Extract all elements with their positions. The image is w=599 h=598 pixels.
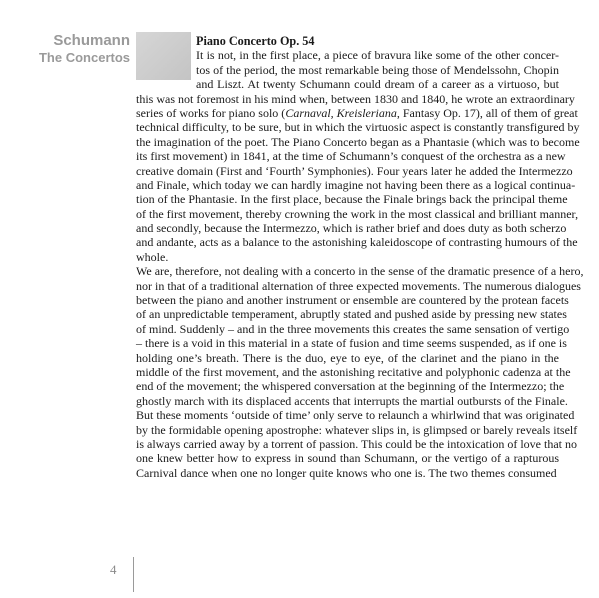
article-line: creative domain (First and ‘Fourth’ Symphonies). Four years later he added the Intermezzo xyxy=(136,163,573,178)
header-composer: Schumann xyxy=(53,32,130,49)
article-line: whole. xyxy=(136,249,169,264)
article-line: tion of the Phantasie. In the first place, because the Finale brings back the principal theme xyxy=(136,192,568,207)
article-line: the imagination of the poet. The Piano Concerto began as a Phantasie (which was to become xyxy=(136,134,580,149)
article-line: of mind. Suddenly – and in the three movements this creates the same sensation of vertigo xyxy=(136,321,570,336)
article-line: tos of the period, the most remarkable being those of Mendelssohn, Chopin xyxy=(196,62,559,77)
article-line: this was not foremost in his mind when, between 1830 and 1840, he wrote an extraordinary xyxy=(136,91,575,106)
article-line: end of the movement; the whispered conversation at the beginning of the Intermezzo; the xyxy=(136,379,565,394)
article-lines xyxy=(136,48,584,480)
article-line: – there is a void in this material in a state of fusion and time seems suspended, as if one is xyxy=(136,336,567,351)
article-line: series of works for piano solo (Carnaval, Kreisleriana, Fantasy Op. 17), all of them of great xyxy=(136,105,578,120)
article-line: Carnival dance when one no longer quite knows who one is. The two themes consumed xyxy=(136,465,557,480)
article-line: technical difficulty, to be sure, but in which the virtuosic aspect is constantly transfigured by xyxy=(136,120,580,135)
article-line: ghostly march with its displaced accents that interrupts the martial outbursts of the Finale. xyxy=(136,393,568,408)
article-line: between the piano and another instrument or ensemble are countered by the protean facets xyxy=(136,293,569,308)
article-line: is always carried away by a torrent of passion. This could be the intoxication of love that no xyxy=(136,436,577,451)
header-subtitle: The Concertos xyxy=(38,50,130,65)
article-line: But these moments ‘outside of time’ only serve to relaunch a whirlwind that was originated xyxy=(136,408,575,423)
article-line: and Finale, which today we can hardly imagine not having been there as a logical continua- xyxy=(136,177,576,192)
page-rule xyxy=(133,557,134,592)
article-line: nor in that of a traditional alternation of three expected movements. The numerous dialogues xyxy=(136,278,581,293)
article-line: We are, therefore, not dealing with a concerto in the sense of the dramatic presence of a hero, xyxy=(136,264,584,279)
article-line: one knew better how to express in sound than Schumann, or the vertigo of a rapturous xyxy=(136,451,559,466)
article-line: It is not, in the first place, a piece of bravura like some of the other concer- xyxy=(196,48,559,63)
article-line: holding one’s breath. There is the duo, eye to eye, of the clarinet and the piano in the xyxy=(136,350,559,365)
article-line: by the formidable opening apostrophe: whatever slips in, is glimpsed or barely reveals itself xyxy=(136,422,578,437)
page-number: 4 xyxy=(110,562,117,577)
article-line: its first movement) in 1841, at the time of Schumann’s conquest of the orchestra as a new xyxy=(136,149,566,164)
article-line: and secondly, because the Intermezzo, which is rather brief and does duty as both scherzo xyxy=(136,221,567,236)
article-title: Piano Concerto Op. 54 xyxy=(196,34,315,48)
article-line: of an unpredictable temperament, abruptly stated and pushed aside by pressing new states xyxy=(136,307,567,322)
article-line: middle of the first movement, and the astonishing recitative and polyphonic cadenza at the xyxy=(136,365,571,379)
article-line: and Liszt. At twenty Schumann could dream of a career as a virtuoso, but xyxy=(196,77,559,92)
article-line: and andante, acts as a balance to the astonishing kaleidoscope of contrasting humours of the xyxy=(136,235,578,250)
article-line: of the first movement, thereby crowning the work in the most classical and brilliant manner, xyxy=(136,206,579,221)
article-body xyxy=(136,34,584,480)
